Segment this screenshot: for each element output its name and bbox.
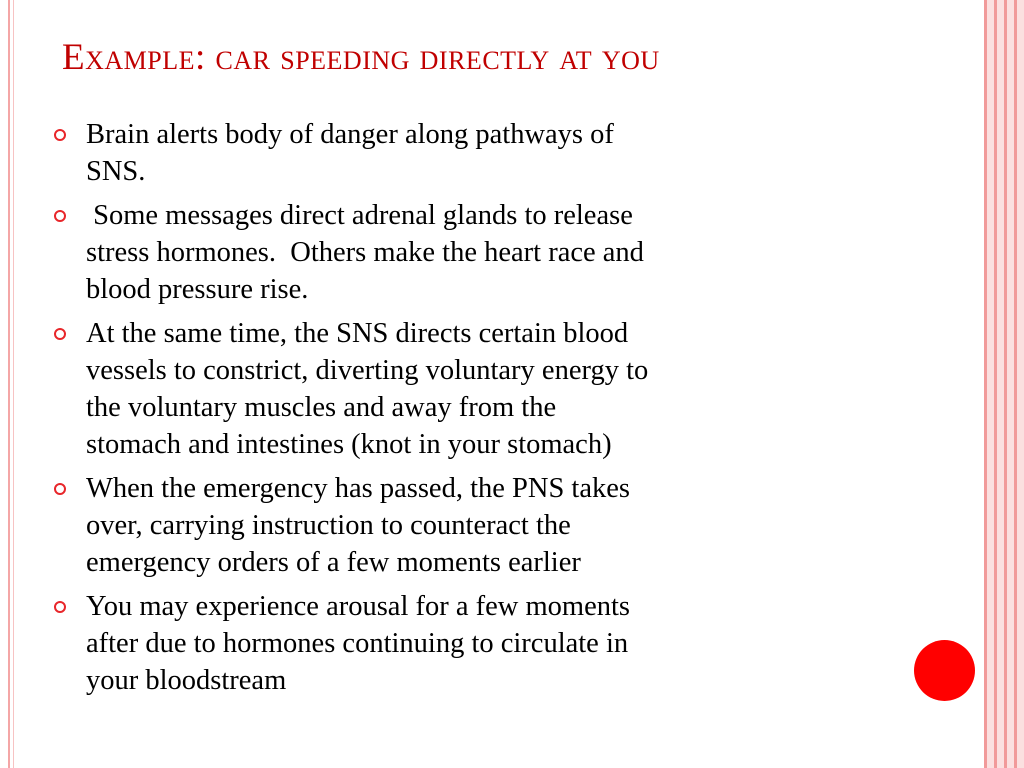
- circle-bullet-icon: [54, 129, 66, 141]
- bullet-text-line: your bloodstream: [86, 665, 287, 696]
- bullet-text-line: At the same time, the SNS directs certain blood: [86, 318, 629, 349]
- bullet-text-line: stomach and intestines (knot in your stomach): [86, 429, 612, 460]
- bullet-item: [50, 315, 890, 463]
- right-stripe-2: [994, 0, 997, 768]
- bullet-item: [50, 470, 890, 581]
- bullet-text-line: You may experience arousal for a few moments: [86, 591, 630, 622]
- bullet-item: [50, 197, 890, 308]
- bullet-text-line: When the emergency has passed, the PNS takes: [86, 473, 630, 504]
- right-stripe-3: [1004, 0, 1007, 768]
- slide-title: Example: car speeding directly at you: [62, 37, 660, 78]
- bullet-list: [50, 116, 890, 706]
- bullet-text-line: emergency orders of a few moments earlier: [86, 547, 581, 578]
- bullet-text-line: SNS.: [86, 156, 146, 187]
- left-border-line: [8, 0, 10, 768]
- red-dot-icon: [914, 640, 975, 701]
- bullet-text-line: after due to hormones continuing to circulate in: [86, 628, 629, 659]
- bullet-item: [50, 588, 890, 699]
- bullet-text-line: vessels to constrict, diverting voluntary energy to: [86, 355, 649, 386]
- circle-bullet-icon: [54, 328, 66, 340]
- right-stripe-4: [1014, 0, 1017, 768]
- circle-bullet-icon: [54, 210, 66, 222]
- bullet-text-line: stress hormones. Others make the heart race and: [86, 237, 644, 268]
- bullet-text-line: Some messages direct adrenal glands to release: [86, 200, 633, 231]
- right-stripe-1: [984, 0, 987, 768]
- bullet-text-line: over, carrying instruction to counteract the: [86, 510, 571, 541]
- circle-bullet-icon: [54, 483, 66, 495]
- bullet-text-line: the voluntary muscles and away from the: [86, 392, 557, 423]
- bullet-text-line: blood pressure rise.: [86, 274, 309, 305]
- bullet-item: [50, 116, 890, 190]
- bullet-text-line: Brain alerts body of danger along pathways of: [86, 119, 614, 150]
- circle-bullet-icon: [54, 601, 66, 613]
- left-border-line-inner: [13, 0, 14, 768]
